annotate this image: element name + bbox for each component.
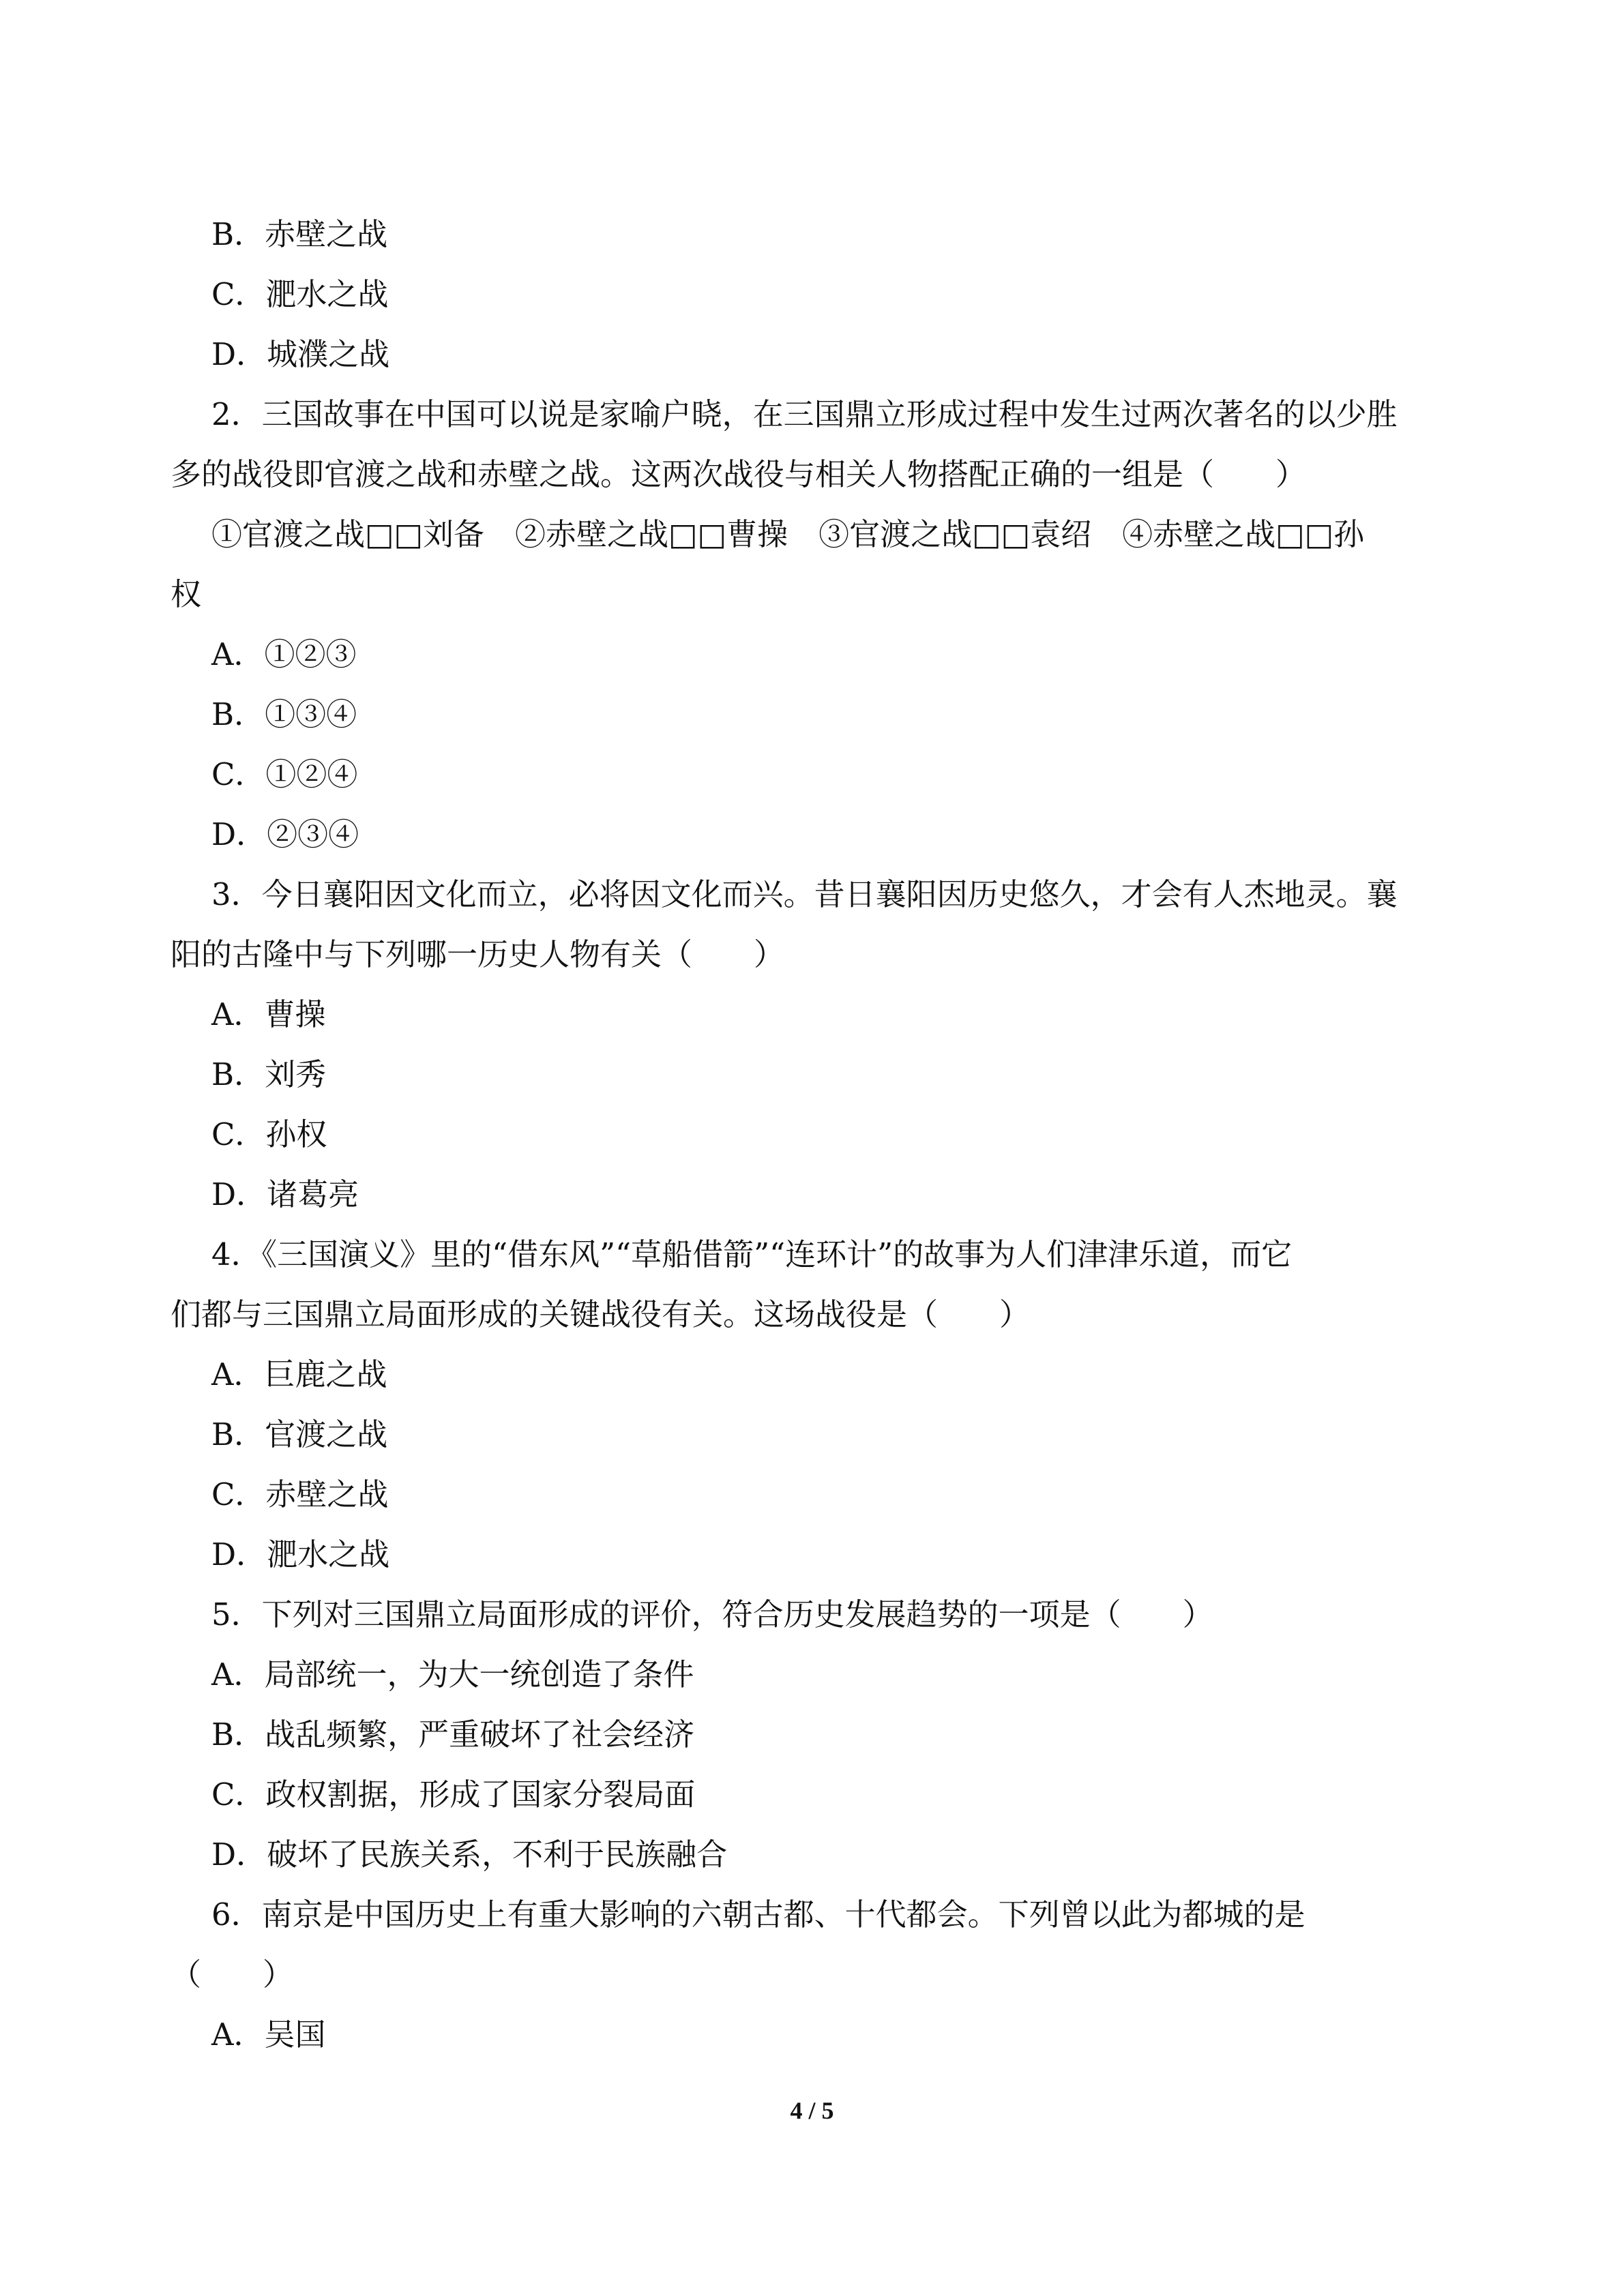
q5-stem-line1: 5．下列对三国鼎立局面形成的评价，符合历史发展趋势的一项是（ ）: [211, 1596, 1213, 1632]
q4-option-c: C．赤壁之战: [211, 1476, 389, 1512]
q3-option-a: A．曹操: [211, 996, 326, 1032]
q2-stem-line1: 2．三国故事在中国可以说是家喻户晓，在三国鼎立形成过程中发生过两次著名的以少胜: [211, 396, 1398, 432]
q2-option-c: C．①②④: [211, 756, 358, 792]
q4-stem-line1: 4．《三国演义》里的“借东风”“草船借箭”“连环计”的故事为人们津津乐道，而它: [211, 1236, 1293, 1272]
q3-option-b: B．刘秀: [211, 1056, 327, 1092]
q2-option-a: A．①②③: [211, 636, 357, 672]
q4-stem-line2: 们都与三国鼎立局面形成的关键战役有关。这场战役是（ ）: [171, 1296, 1031, 1332]
q4-option-a: A．巨鹿之战: [211, 1356, 387, 1392]
page-number: 4 / 5: [790, 2097, 834, 2124]
q3-stem-line2: 阳的古隆中与下列哪一历史人物有关（ ）: [171, 936, 785, 972]
q2-items-line1: ①官渡之战□□刘备 ②赤壁之战□□曹操 ③官渡之战□□袁绍 ④赤壁之战□□孙: [211, 516, 1365, 552]
q6-option-a: A．吴国: [211, 2016, 326, 2053]
q4-option-d: D．淝水之战: [211, 1536, 390, 1572]
q6-stem-line1: 6．南京是中国历史上有重大影响的六朝古都、十代都会。下列曾以此为都城的是: [211, 1896, 1305, 1933]
q5-option-b: B．战乱频繁，严重破坏了社会经济: [211, 1716, 695, 1753]
q2-items-line2: 权: [171, 576, 202, 612]
q3-option-c: C．孙权: [211, 1116, 327, 1152]
q2-option-b: B．①③④: [211, 696, 357, 732]
option-b-prev: B．赤壁之战: [211, 216, 388, 252]
q4-option-b: B．官渡之战: [211, 1416, 388, 1452]
q2-option-d: D．②③④: [211, 816, 359, 852]
q5-option-d: D．破坏了民族关系，不利于民族融合: [211, 1836, 728, 1873]
q3-option-d: D．诸葛亮: [211, 1176, 359, 1212]
q5-option-c: C．政权割据，形成了国家分裂局面: [211, 1776, 696, 1813]
option-c-prev: C．淝水之战: [211, 276, 389, 312]
q5-option-a: A．局部统一，为大一统创造了条件: [211, 1656, 694, 1693]
q2-stem-line2: 多的战役即官渡之战和赤壁之战。这两次战役与相关人物搭配正确的一组是（ ）: [171, 456, 1307, 492]
option-d-prev: D．城濮之战: [211, 336, 390, 372]
q3-stem-line1: 3．今日襄阳因文化而立，必将因文化而兴。昔日襄阳因历史悠久，才会有人杰地灵。襄: [211, 876, 1398, 912]
q6-stem-line2: （ ）: [171, 1956, 294, 1993]
